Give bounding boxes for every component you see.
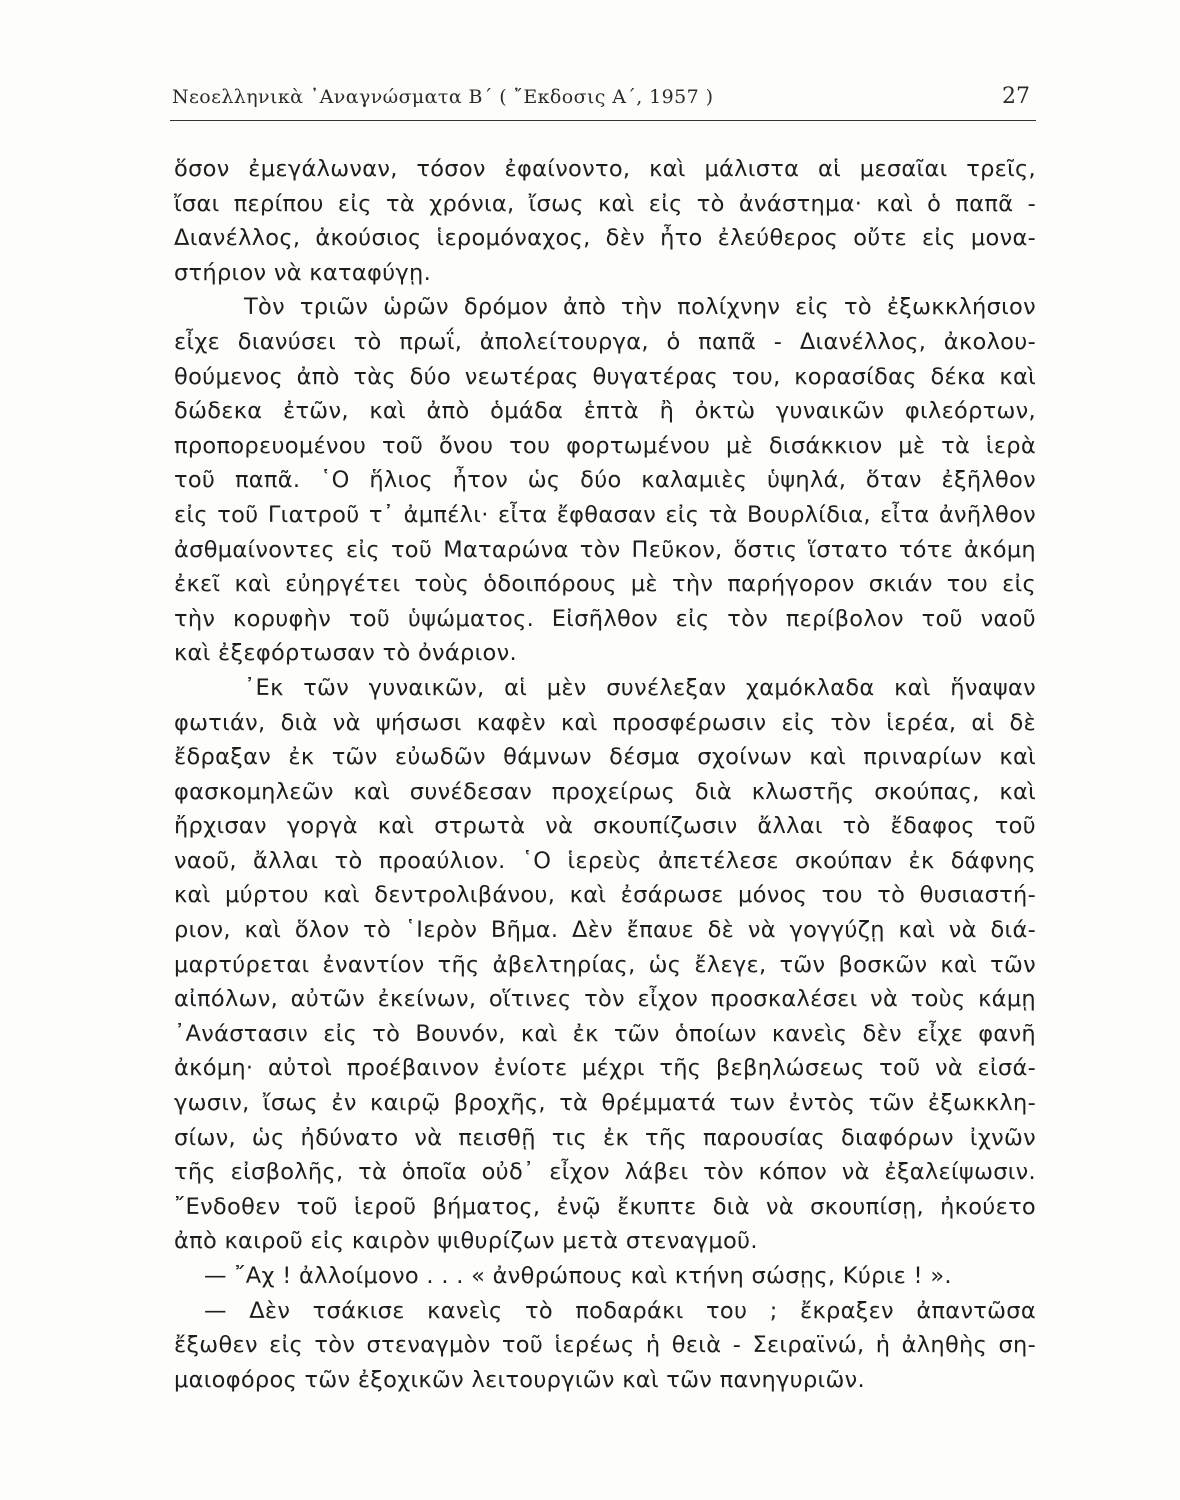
- paragraph-first-line: Τὸν τριῶν ὡρῶν δρόμον ἀπὸ τὴν πολίχνην εἰς τὸ ἐξωκκλήσιον: [244, 294, 1036, 321]
- body-text: [174, 152, 1036, 1397]
- text-line: ἀπὸ καιροῦ εἰς καιρὸν ψιθυρίζων μετὰ στεναγμοῦ.: [174, 1228, 758, 1255]
- page-number: 27: [1002, 84, 1030, 109]
- text-line: ναοῦ, ἄλλαι τὸ προαύλιον. ῾Ο ἱερεὺς ἀπετέλεσε σκούπαν ἐκ δάφνης: [174, 847, 1036, 874]
- text-line: καὶ ἐξεφόρτωσαν τὸ ὀνάριον.: [174, 640, 517, 667]
- text-line: ἀσθμαίνοντες εἰς τοῦ Ματαρώνα τὸν Πεῦκον, ὅστις ἵστατο τότε ἀκόμη: [174, 536, 1036, 563]
- text-line: φωτιάν, διὰ νὰ ψήσωσι καφὲν καὶ προσφέρωσιν εἰς τὸν ἱερέα, αἱ δὲ: [174, 709, 1036, 736]
- text-line: αἰπόλων, αὐτῶν ἐκείνων, οἵτινες τὸν εἶχον προσκαλέσει νὰ τοὺς κάμῃ: [174, 986, 1036, 1013]
- text-line: εἶχε διανύσει τὸ πρωΐ, ἀπολείτουργα, ὁ παπᾶ - Διανέλλος, ἀκολου-: [174, 328, 1036, 355]
- header-title: Νεοελληνικὰ ᾿Αναγνώσματα Β΄ ( ῎Εκδοσις Α΄, 1957 ): [172, 86, 714, 108]
- text-line: στήριον νὰ καταφύγῃ.: [174, 259, 432, 286]
- text-line: μαιοφόρος τῶν ἐξοχικῶν λειτουργιῶν καὶ τῶν πανηγυριῶν.: [174, 1366, 865, 1393]
- text-line: φασκομηλεῶν καὶ συνέδεσαν προχείρως διὰ κλωστῆς σκούπας, καὶ: [174, 778, 1036, 805]
- text-line: ὅσον ἐμεγάλωναν, τόσον ἐφαίνοντο, καὶ μάλιστα αἱ μεσαῖαι τρεῖς,: [174, 156, 1036, 182]
- text-line: δώδεκα ἐτῶν, καὶ ἀπὸ ὁμάδα ἑπτὰ ἢ ὀκτὼ γυναικῶν φιλεόρτων,: [174, 398, 1036, 425]
- text-line: θούμενος ἀπὸ τὰς δύο νεωτέρας θυγατέρας του, κορασίδας δέκα καὶ: [174, 363, 1036, 390]
- text-line: προπορευομένου τοῦ ὄνου του φορτωμένου μὲ δισάκκιον μὲ τὰ ἱερὰ: [174, 432, 1036, 459]
- paragraph-first-line: ᾽Εκ τῶν γυναικῶν, αἱ μὲν συνέλεξαν χαμόκλαδα καὶ ἥναψαν: [244, 674, 1036, 701]
- text-line: ριον, καὶ ὅλον τὸ ῾Ιερὸν Βῆμα. Δὲν ἔπαυε δὲ νὰ γογγύζῃ καὶ νὰ διά-: [174, 917, 1036, 944]
- text-line: Διανέλλος, ἀκούσιος ἱερομόναχος, δὲν ἦτο ἐλεύθερος οὔτε εἰς μονα-: [174, 225, 1036, 252]
- text-line: ᾽Ανάστασιν εἰς τὸ Βουνόν, καὶ ἐκ τῶν ὁποίων κανεὶς δὲν εἶχε φανῆ: [174, 1020, 1036, 1047]
- running-header: [172, 82, 1032, 116]
- text-line: ἔδραξαν ἐκ τῶν εὐωδῶν θάμνων δέσμα σχοίνων καὶ πριναρίων καὶ: [174, 744, 1036, 771]
- text-line: ῎Ενδοθεν τοῦ ἱεροῦ βήματος, ἐνῷ ἔκυπτε διὰ νὰ σκουπίσῃ, ἠκούετο: [174, 1193, 1036, 1220]
- dialogue-line: — ῎Αχ ! ἀλλοίμονο . . . « ἀνθρώπους καὶ κτήνη σώσῃς, Κύριε ! ».: [204, 1263, 952, 1289]
- text-line: μαρτύρεται ἐναντίον τῆς ἀβελτηρίας, ὡς ἔλεγε, τῶν βοσκῶν καὶ τῶν: [174, 951, 1036, 978]
- text-line: εἰς τοῦ Γιατροῦ τ᾽ ἀμπέλι· εἶτα ἔφθασαν εἰς τὰ Βουρλίδια, εἶτα ἀνῆλθον: [174, 501, 1036, 528]
- dialogue-line: — Δὲν τσάκισε κανεὶς τὸ ποδαράκι του ; ἔκραξεν ἀπαντῶσα: [204, 1297, 1036, 1324]
- text-line: σίων, ὡς ἠδύνατο νὰ πεισθῇ τις ἐκ τῆς παρουσίας διαφόρων ἰχνῶν: [174, 1124, 1036, 1151]
- text-line: ἔξωθεν εἰς τὸν στεναγμὸν τοῦ ἱερέως ἡ θειὰ - Σειραϊνώ, ἡ ἀληθὴς ση-: [174, 1332, 1036, 1359]
- text-line: ἐκεῖ καὶ εὐηργέτει τοὺς ὁδοιπόρους μὲ τὴν παρήγορον σκιάν του εἰς: [174, 571, 1036, 598]
- header-divider: [170, 120, 1036, 121]
- text-line: γωσιν, ἴσως ἐν καιρῷ βροχῆς, τὰ θρέμματά των ἐντὸς τῶν ἐξωκκλη-: [174, 1090, 1036, 1117]
- text-line: ἴσαι περίπου εἰς τὰ χρόνια, ἴσως καὶ εἰς τὸ ἀνάστημα· καὶ ὁ παπᾶ -: [174, 190, 1036, 217]
- text-line: καὶ μύρτου καὶ δεντρολιβάνου, καὶ ἐσάρωσε μόνος του τὸ θυσιαστή-: [174, 882, 1036, 909]
- text-line: τῆς εἰσβολῆς, τὰ ὁποῖα οὐδ᾽ εἶχον λάβει τὸν κόπον νὰ ἐξαλείψωσιν.: [174, 1159, 1036, 1186]
- text-line: τὴν κορυφὴν τοῦ ὑψώματος. Εἰσῆλθον εἰς τὸν περίβολον τοῦ ναοῦ: [174, 605, 1036, 632]
- text-line: ἤρχισαν γοργὰ καὶ στρωτὰ νὰ σκουπίζωσιν ἄλλαι τὸ ἔδαφος τοῦ: [174, 813, 1036, 840]
- text-line: ἀκόμη· αὐτοὶ προέβαινον ἐνίοτε μέχρι τῆς βεβηλώσεως τοῦ νὰ εἰσά-: [174, 1055, 1036, 1082]
- text-line: τοῦ παπᾶ. ῾Ο ἥλιος ἦτον ὡς δύο καλαμιὲς ὑψηλά, ὅταν ἐξῆλθον: [174, 467, 1036, 494]
